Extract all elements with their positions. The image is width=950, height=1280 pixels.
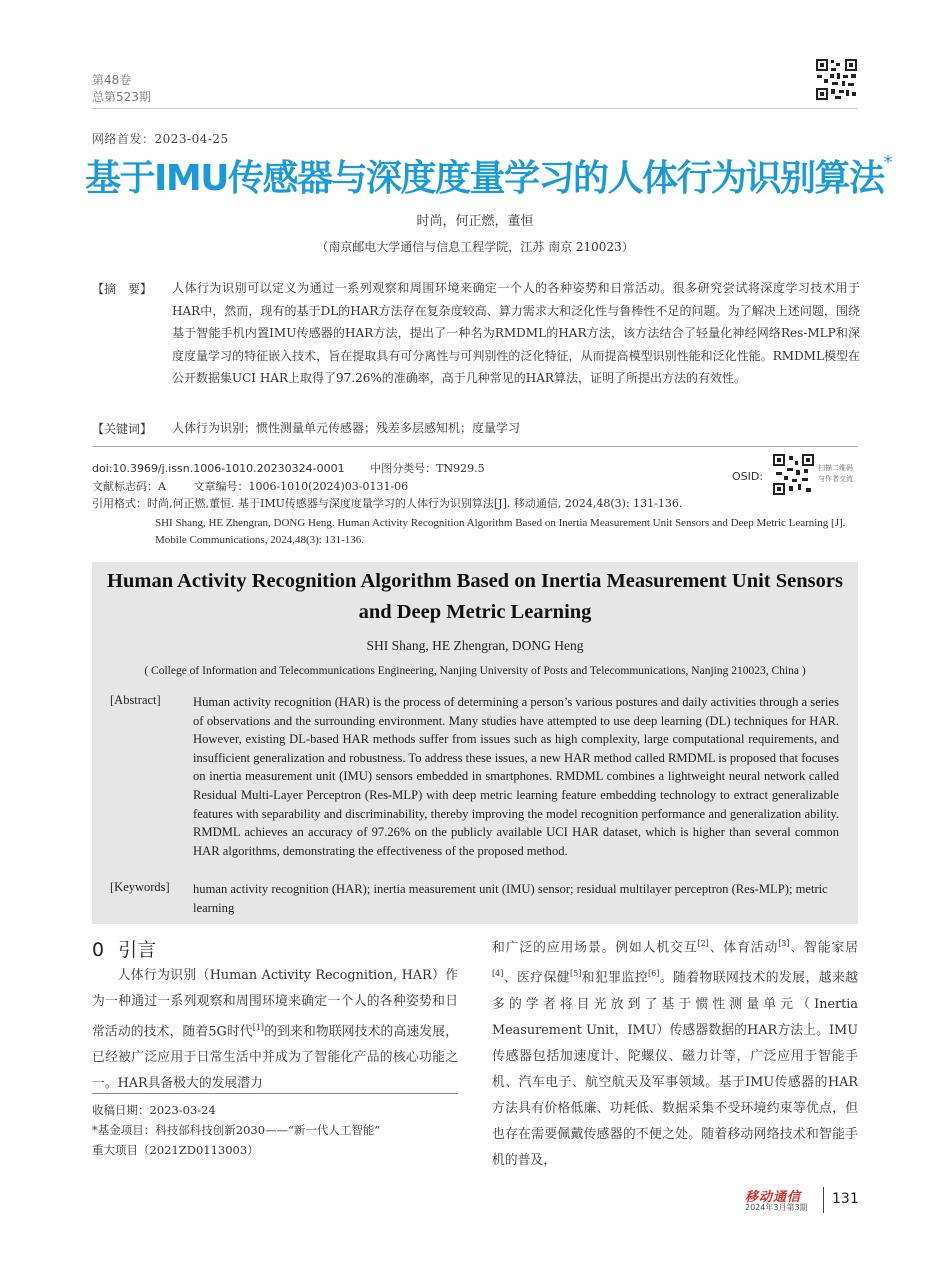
section-number: 0 xyxy=(92,939,105,961)
reference-marker: [6] xyxy=(648,969,660,979)
body-paragraph xyxy=(92,963,458,1097)
abstract-divider xyxy=(92,446,858,447)
paper-title-en: Human Activity Recognition Algorithm Based on Inertia Measurement Unit Sensors and Deep Metric Learning xyxy=(107,570,843,623)
footnote-divider xyxy=(92,1093,458,1094)
keywords-label-en: [Keywords] xyxy=(110,880,170,894)
citation-en: SHI Shang, HE Zhengran, DONG Heng. Human Activity Recognition Algorithm Based on Inertia Measurement Unit Sensors and Deep Metric Learning [J]. Mobile Communications, 2024,48(3): 131-136. xyxy=(155,517,846,546)
affiliation-cn: （南京邮电大学通信与信息工程学院，江苏 南京 210023） xyxy=(316,240,634,254)
keywords-text-cn: 人体行为识别；惯性测量单元传感器；残差多层感知机；度量学习 xyxy=(172,421,521,435)
keywords-text-en: human activity recognition (HAR); inertia measurement unit (IMU) sensor; residual multilayer perceptron (Res-MLP); metric learning xyxy=(193,882,828,915)
fund-line-1: *基金项目：科技部科技创新2030——“新一代人工智能” xyxy=(92,1123,381,1137)
reference-marker: [2] xyxy=(697,939,709,948)
body-column-left xyxy=(92,963,458,1097)
body-text: 和犯罪监控 xyxy=(581,970,649,986)
body-column-right xyxy=(492,931,858,1174)
paper-title-cn xyxy=(85,150,891,201)
osid-note-line-2: 与作者交流 xyxy=(818,475,853,483)
meta-line-2 xyxy=(92,478,408,494)
footnotes xyxy=(92,1100,380,1160)
qr-code-icon xyxy=(815,58,858,101)
citation-cn: 引用格式：时尚,何正燃,董恒. 基于IMU传感器与深度度量学习的人体行为识别算法[J]. 移动通信, 2024,48(3): 131-136. xyxy=(92,497,683,510)
reference-marker: [3] xyxy=(778,939,790,948)
osid-qr-code-icon xyxy=(772,453,815,496)
reference-marker: [1] xyxy=(252,1023,265,1032)
abstract-label-en: [Abstract] xyxy=(110,693,161,707)
article-number: 文章编号：1006-1010(2024)03-0131-06 xyxy=(193,480,409,493)
reference-marker: [5] xyxy=(570,969,582,979)
body-paragraph xyxy=(492,931,858,1174)
header-divider xyxy=(92,108,858,109)
section-heading xyxy=(92,935,156,962)
body-text: 、医疗保健 xyxy=(503,970,571,986)
received-date: 收稿日期：2023-03-24 xyxy=(92,1103,216,1117)
paper-title-cn-text: 基于IMU传感器与深度度量学习的人体行为识别算法 xyxy=(85,158,884,199)
affiliation-en: ( College of Information and Telecommunications Engineering, Nanjing University of Posts and Telecommunications, Nanjing 210023, China ) xyxy=(144,665,806,677)
clc-number: 中图分类号：TN929.5 xyxy=(370,462,485,475)
meta-line-1 xyxy=(92,460,485,476)
body-text: 和广泛的应用场景。例如人机交互 xyxy=(492,940,698,956)
document-code: 文献标志码：A xyxy=(92,480,166,493)
doi: doi:10.3969/j.issn.1006-1010.20230324-0001 xyxy=(92,462,345,475)
keywords-label-cn: 【关键词】 xyxy=(92,422,153,436)
abstract-label-cn: 【摘 要】 xyxy=(92,282,153,296)
total-issue: 总第523期 xyxy=(92,90,151,104)
abstract-text-cn: 人体行为识别可以定义为通过一系列观察和周围环境来确定一个人的各种姿势和日常活动。很多研究尝试将深度学习技术用于HAR中，然而，现有的基于DL的HAR方法存在复杂度较高、算力需求大和泛化性与鲁棒性不足的问题。为了解决上述问题，围绕基于智能手机内置IMU传感器的HAR方法，提出了一种名为RMDML的HAR方法，该方法结合了轻量化神经网络Res-MLP和深度度量学习的特征嵌入技术，旨在提取具有可分离性与可判别性的泛化特征，从而提高模型识别性能和泛化性能。RMDML模型在公开数据集UCI HAR上取得了97.26%的准确率，高于几种常见的HAR算法，证明了所提出方法的有效性。 xyxy=(172,281,860,385)
body-text: 。随着物联网技术的发展，越来越多的学者将目光放到了基于惯性测量单元（Inertia Measurement Unit，IMU）传感器数据的HAR方法上。IMU传感器包括加速度计、陀螺仪、磁力计等，广泛应用于智能手机、汽车电子、航空航天及军事领域。基于IMU传感器的HAR方法具有价格低廉、功耗低、数据采集不受环境约束等优点，但也存在需要佩戴传感器的不便之处。随着移动网络技术和智能手机的普及， xyxy=(492,970,859,1168)
journal-logo: 移动通信 xyxy=(745,1190,802,1205)
osid-note xyxy=(818,463,853,485)
body-text: 、智能家居 xyxy=(789,940,859,956)
volume-number: 第48卷 xyxy=(92,73,132,87)
fund-line-2: 重大项目（2021ZD0113003） xyxy=(92,1143,259,1157)
volume-info xyxy=(92,72,151,106)
osid-note-line-1: 扫描二维码 xyxy=(818,464,853,472)
footer-separator xyxy=(823,1187,824,1213)
abstract-text-en: Human activity recognition (HAR) is the process of determining a person’s various postures and daily activities through a series of observations and the surrounding environment. Many studies have attempted to use deep learning (DL) techniques for HAR. However, existing DL-based HAR methods suffer from issues such as high complexity, large computational requirements, and insufficient generalization and robustness. To address these issues, a new HAR method called RMDML is proposed that focuses on inertia measurement unit (IMU) sensors embedded in smartphones. RMDML combines a lightweight neural network called Residual Multi-Layer Perceptron (Res-MLP) with deep metric learning feature embedding technology to extract generalizable features with separability and discriminability, thereby improving the model recognition performance and generalization ability. RMDML achieves an accuracy of 97.26% on the publicly available UCI HAR dataset, which is higher than several common HAR algorithms, demonstrating the effectiveness of the proposed method. xyxy=(193,695,839,858)
body-text: 人体行为识别（Human Activity Recognition, HAR）作为一种通过一系列观察和周围环境来确定一个人的各种姿势和日常活动的技术，随着5G时代 xyxy=(92,968,458,1040)
authors-cn: 时尚，何正燃，董恒 xyxy=(416,214,534,229)
section-title: 引言 xyxy=(118,939,157,961)
online-publication-date: 网络首发：2023-04-25 xyxy=(92,132,229,146)
body-text: 的到来和物联网技术的高速发展，已经被广泛应用于日常生活中并成为了智能化产品的核心功能之一。HAR具备极大的发展潜力 xyxy=(92,1024,458,1092)
page-number: 131 xyxy=(832,1191,859,1207)
issue-date: 2024年3月第3期 xyxy=(745,1203,808,1212)
reference-marker: [4] xyxy=(492,969,504,979)
authors-en: SHI Shang, HE Zhengran, DONG Heng xyxy=(366,638,584,653)
body-text: 、体育活动 xyxy=(708,940,779,956)
osid-label: OSID: xyxy=(732,470,764,483)
title-footnote-mark: * xyxy=(883,152,891,173)
